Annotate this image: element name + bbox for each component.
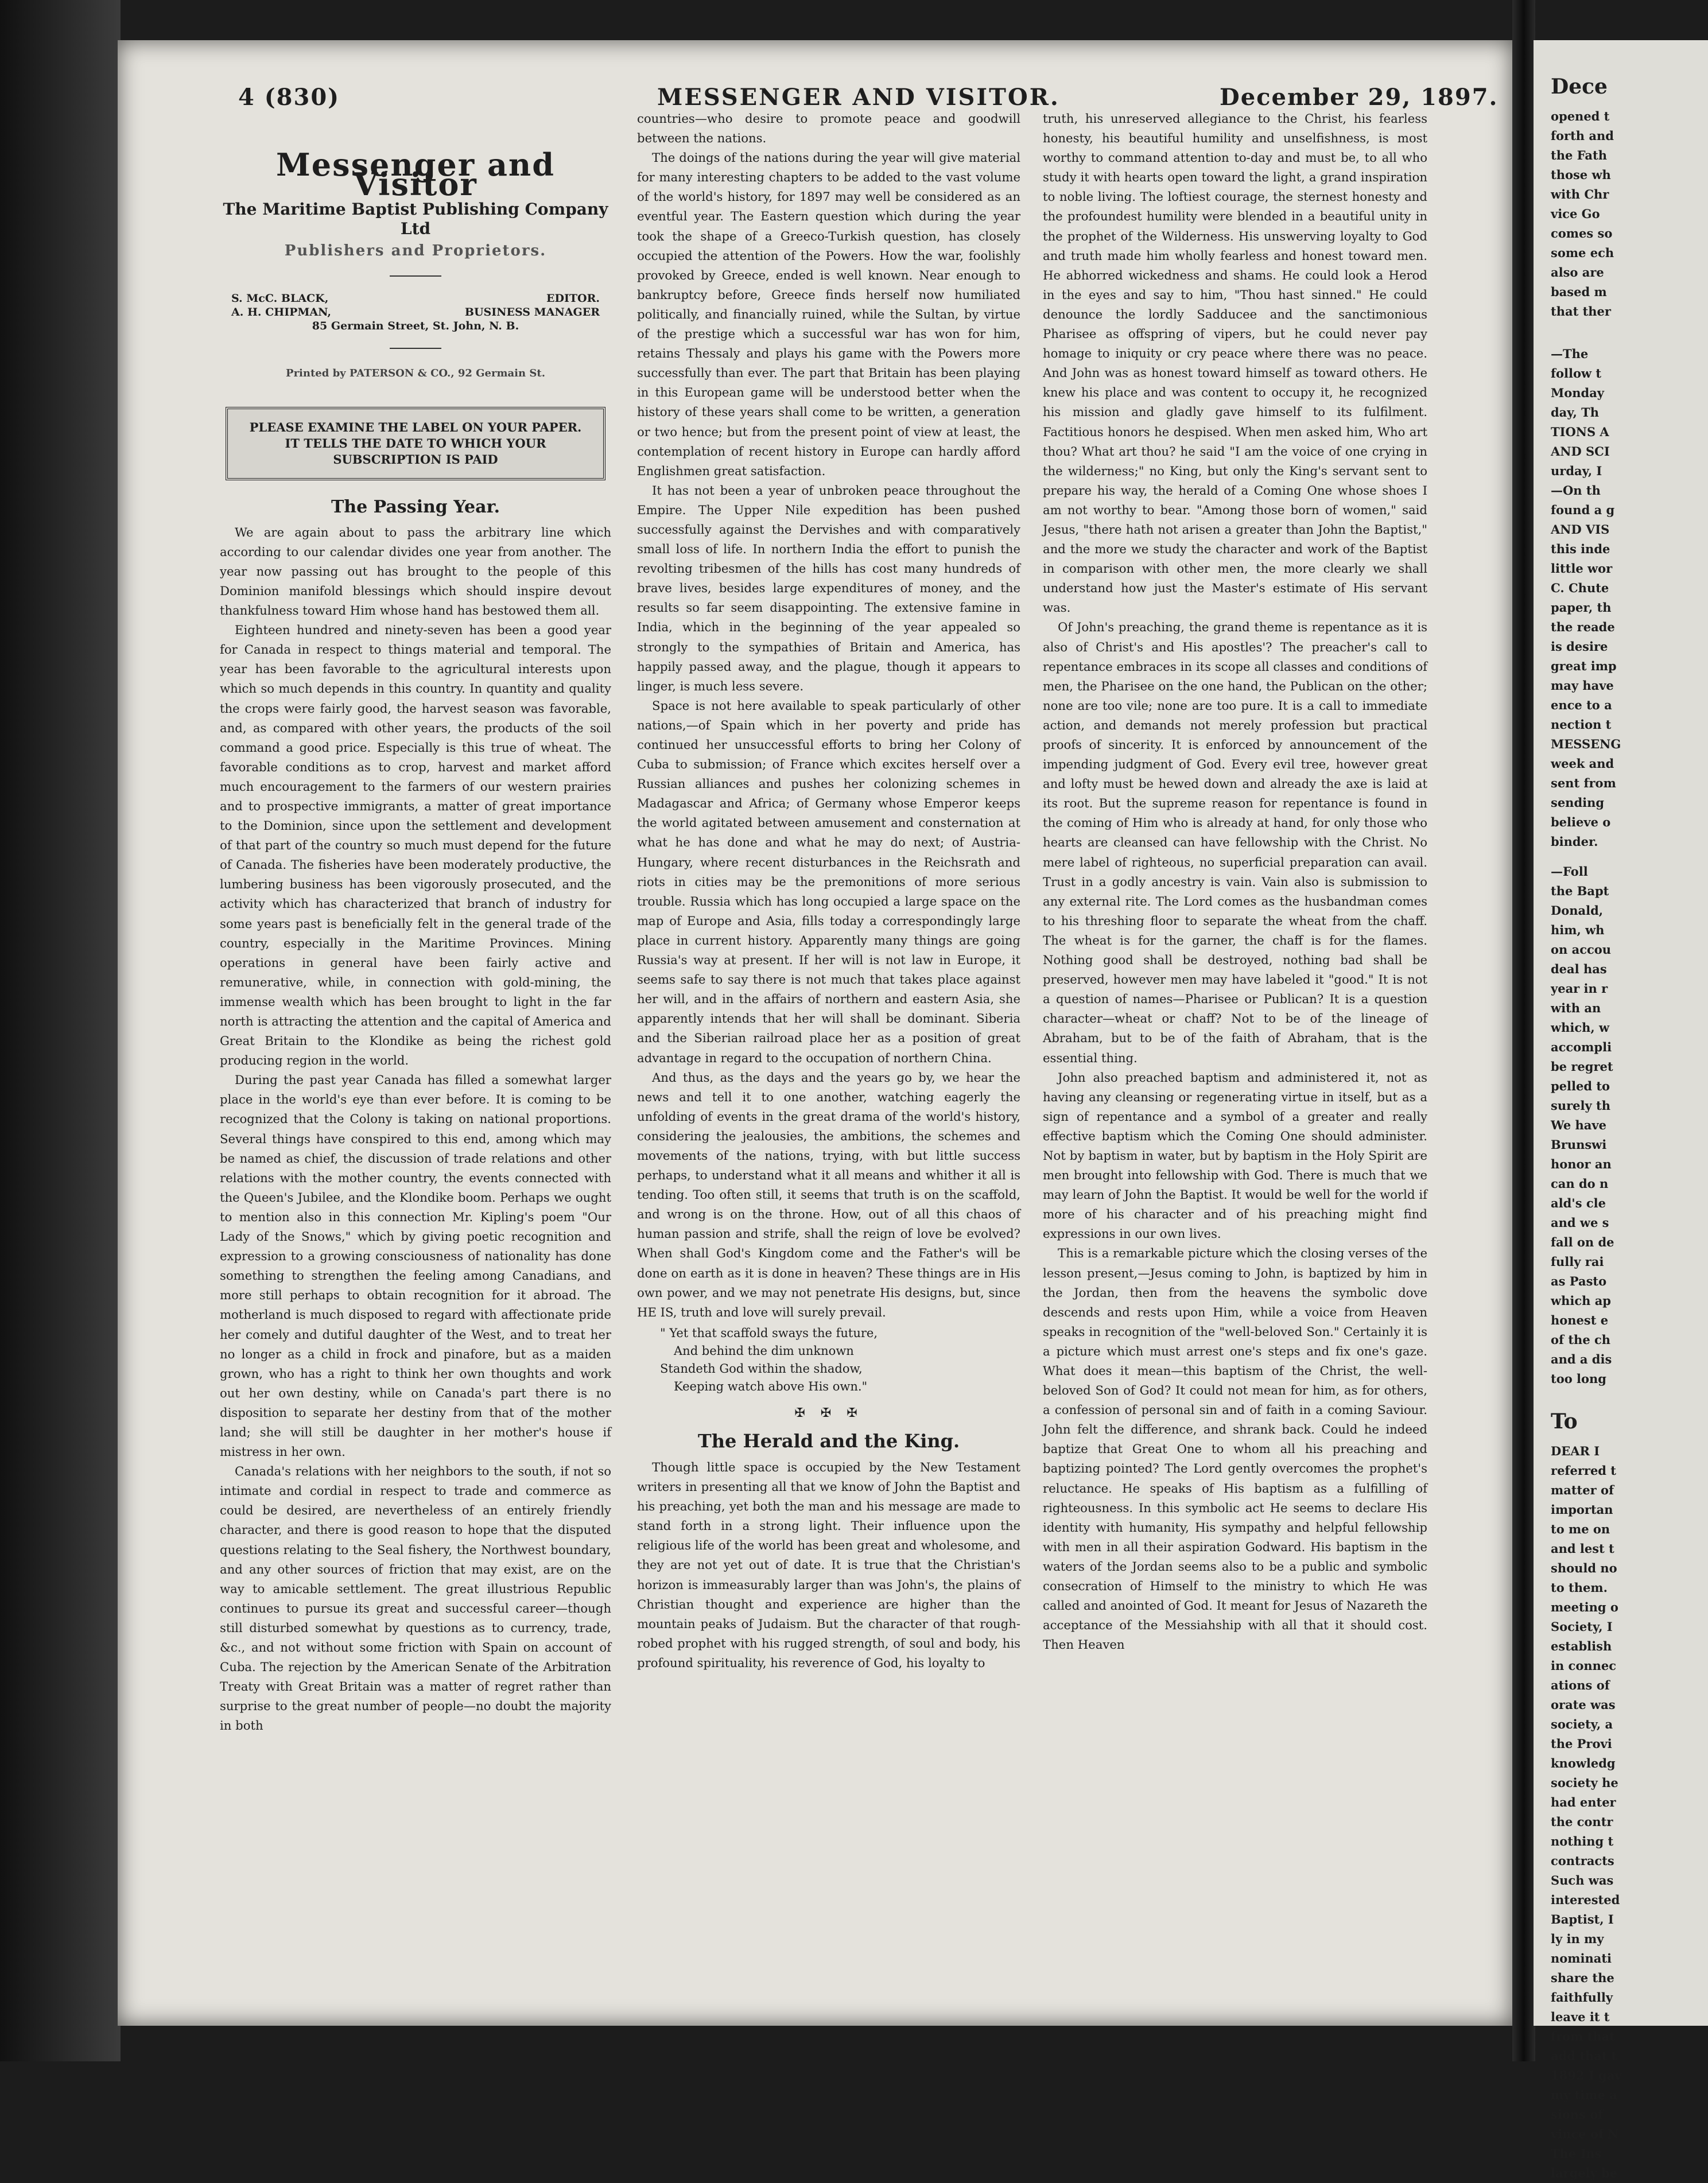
manager-role: BUSINESS MANAGER [464,306,600,319]
fragment-line: great imp [1551,659,1617,673]
manager-name: A. H. CHIPMAN, [231,306,331,319]
running-header [118,61,1512,111]
page-gutter [1512,0,1535,2061]
column-3 [1043,109,1427,1654]
fragment-line: also are [1551,265,1604,279]
fragment-line: meeting o [1551,1600,1618,1614]
fragment-line: deal has [1551,962,1607,976]
fragment-line: as Pasto [1551,1274,1607,1288]
poem-line: And behind the dim unknown [674,1343,854,1358]
fragment-block-a [1534,107,1708,321]
fragment-line: ations of [1551,1678,1610,1692]
issue-date: December 29, 1897. [1220,84,1499,111]
office-address: 85 Germain Street, St. John, N. B. [312,320,519,333]
article-paragraph: truth, his unreserved allegiance to the Christ, his fearless honesty, his beautiful humility and unselfishness, is most worthy to command attention to-day and must be, to all who study it with hearts open toward the light, a grand inspiration to noble living. The loftiest courage, the sternest honesty and the profoundest humility were blended in a beautiful unity in the prophet of the Wilderness. His unswerving loyalty to God and truth made him wholly fearless and honest toward men. He abhorred wickedness and shams. He could look a Herod in the eyes and say to him, "Thou hast sinned." He could denounce the lordly Sadducee and the sanctimonious Pharisee as offspring of vipers, but he could never pay homage to iniquity or cry peace where there was no peace. And John was as honest toward himself as toward others. He knew his place and was content to occupy it, he recognized his mission and gladly gave himself to its fulfilment. Factitious honors he despised. When men asked him, Who art thou? What art thou? he said "I am the voice of one crying in the wilderness;" no King, but only the King's servant sent to prepare his way, the herald of a Coming One whose shoes I am not worthy to bear. "Among those born of women," said Jesus, "there hath not arisen a greater than John the Baptist," and the more we study the character and work of the Baptist in comparison with other men, the more clearly we shall understand how just the Master's estimate of His servant was. [1043,111,1427,615]
poem-quotation [637,1324,1020,1396]
fragment-line: vince of N [1551,2127,1619,2141]
fragment-line: accompli [1551,1040,1612,1054]
fragment-line: follow t [1551,366,1602,380]
fragment-line: Baptist, I [1551,1912,1614,1926]
fragment-line: The Ins [1551,2146,1602,2161]
fragment-line: ly in my [1551,1932,1604,1946]
fragment-block-c [1534,862,1708,1389]
fragment-line: and we s [1551,1215,1609,1230]
fragment-line: can do n [1551,1176,1609,1191]
article-paragraph: John also preached baptism and administered it, not as having any cleansing or regenerating virtue in itself, but as a sign of repentance and a symbol of a greater and really effective baptism which the Coming One should administer. Not by baptism in water, but by baptism in the Holy Spirit are men brought into fellowship with God. There is much that we may learn of John the Baptist. It would be well for the world if more of his character and of his preaching might find expressions in our own lives. [1043,1070,1427,1241]
fragment-line: opened t [1551,109,1610,123]
fragment-line: leave it t [1551,2010,1610,2024]
article-paragraph: countries—who desire to promote peace and goodwill between the nations. [637,111,1020,146]
fragment-line: sions of [1551,2107,1604,2122]
fragment-line: with Chr [1551,187,1609,201]
article-paragraph: Eighteen hundred and ninety-seven has been a good year for Canada in respect to things material and temporal. The year has been favorable to the agricultural interests upon which so much depends in this country. In quantity and quality the crops were fairly good, the harvest season was favorable, and, as compared with other years, the products of the soil command a good price. Especially is this true of wheat. The favorable conditions as to crop, harvest and market afford much encouragement to the farmers of our western prairies and to prospective immigrants, a matter of great importance to the Dominion, since upon the settlement and development of that part of the country so much must depend for the future of Canada. The fisheries have been moderately productive, the lumbering business has been vigorously prosecuted, and the activity which has characterized that branch of industry for some years past is beneficially felt in the general trade of the country, especially in the Maritime Provinces. Mining operations in general have been fairly active and remunerative, while, in connection with gold-mining, the immense wealth which has been brought to light in the far north is attracting the attention and the capital of America and Great Britain to the Klondike as being the richest gold producing region in the world. [220,623,611,1068]
fragment-line: faithfully [1551,1990,1613,2005]
fragment-line: nection t [1551,717,1612,732]
article-paragraph: And thus, as the days and the years go by, we hear the news and tell it to one another, watching eagerly the unfolding of events in the great drama of the world's history, considering the jealousies, the ambitions, the schemes and movements of the nations, trying, with but little success perhaps, to understand what it all means and whither it all is tending. Too often still, it seems that truth is on the scaffold, and wrong is on the throne. How, out of all this chaos of human passion and strife, shall the reign of love be evolved? When shall God's Kingdom come and the Father's will be done on earth as it is done in heaven? These things are in His own power, and we may not penetrate His designs, but, since HE IS, truth and love will surely prevail. [637,1070,1020,1319]
fragment-line: that ther [1551,304,1611,318]
fragment-line: this inde [1551,542,1610,556]
article-paragraph: It has not been a year of unbroken peace throughout the Empire. The Upper Nile expedition has been pushed successfully against the Dervishes and with comparatively small loss of life. In northern India the effort to punish the revolting tribesmen of the hills has cost many hundreds of brave lives, besides large expenditures of money, and the results so far seem disappointing. The extensive famine in India, which in the beginning of the year appealed so strongly to the sympathies of Britain and America, has happily passed away, and the plague, though it appears to linger, is much less severe. [637,483,1020,693]
poem-line: " Yet that scaffold sways the future, [660,1326,878,1340]
newspaper-page [118,40,1512,2026]
column-1 [220,138,611,1735]
fragment-line: the Bapt [1551,884,1609,898]
article-paragraph: Though little space is occupied by the New Testament writers in presenting all that we know of John the Baptist and his preaching, yet both the man and his message are made to stand forth in a strong light. Their influence upon the religious life of the world has been great and wholesome, and they are not yet out of date. It is true that the Christian's horizon is immeasurably larger than was John's, the plains of Christian thought and experience are higher than the mountain peaks of Judaism. But the character of that rough-robed prophet with his rugged strength, of soul and body, his profound spirituality, his reverence of God, his loyalty to [637,1460,1020,1670]
fragment-line: We have [1551,1118,1606,1132]
fragment-line: pelled to [1551,1079,1610,1093]
editor-role: EDITOR. [546,292,600,305]
fragment-line: orate was [1551,1698,1616,1712]
fragment-line: which ap [1551,1294,1611,1308]
divider [390,348,441,349]
fragment-line: honest e [1551,1313,1609,1327]
article-paragraph: The doings of the nations during the year will give material for many interesting chapters to be added to the vast volume of the world's history, for 1897 may well be considered as an eventful year. The Eastern question which during the year took the shape of a Greeco-Turkish question, has closely occupied the attention of the Powers. How the war, foolishly provoked by Greece, ended is well known. Near enough to bankruptcy before, Greece finds herself now humiliated politically, and financially ruined, while the Sultan, by virtue of the prestige which a successful war has won for him, retains Thessaly and plays his game with the Powers more successfully than ever. The part that Britain has been playing in this European game will be understood better when the history of these years shall come to be written, a generation or two hence; but from the present point of view at least, the contemplation of recent history in Europe can hardly afford Englishmen great satisfaction. [637,150,1020,478]
fragment-line: Brunswi [1551,1137,1607,1152]
fragment-line: society he [1551,1776,1618,1790]
article-paragraph: Space is not here available to speak particularly of other nations,—of Spain which in her poverty and pride has continued her unsuccessful efforts to bring her Colony of Cuba to submission; of France which excites herself over a Russian alliances and pushes her colonizing schemes in Madagascar and Africa; of Germany whose Emperor keeps the world agitated between amusement and consternation at what he has done and what he may do next; of Austria-Hungary, where recent disturbances in the Reichsrath and riots in cities may be the premonitions of more serious trouble. Russia which has long occupied a large space on the map of Europe and Asia, fills today a correspondingly large place in current history. Apparently many things are going Russia's way at present. If her will is not law in Europe, it seems safe to say there is not much that takes place against her will, and in the affairs of northern and eastern Asia, she apparently intends that her will shall be dominant. Siberia and the Siberian railroad place her as a position of great advantage in regard to the occupation of northern China. [637,698,1020,1065]
fragment-line: nominati [1551,1951,1612,1966]
fragment-line: be regret [1551,1059,1613,1074]
facing-page-fragment [1534,40,1708,2180]
article-paragraph: We are again about to pass the arbitrary line which according to our calendar divides one year from another. The year now passing out has brought to the people of this Dominion manifold blessings which should inspire devout thankfulness toward Him whose hand has bestowed them all. [220,525,611,618]
poem-line: Keeping watch above His own." [674,1379,868,1393]
fragment-line: establish [1551,1639,1612,1653]
fragment-line: him, wh [1551,923,1605,937]
fragment-line: vice Go [1551,207,1600,221]
printer-line: Printed by PATERSON & CO., 92 Germain St. [286,367,545,380]
fragment-line: interested [1551,1893,1620,1907]
fragment-line: which, w [1551,1020,1610,1035]
fragment-line: the Provi [1551,1737,1612,1751]
fragment-line: Society, I [1551,1619,1613,1634]
fragment-line: and lest t [1551,1541,1614,1556]
fragment-line: day, Th [1551,405,1599,419]
fragment-line: Monday [1551,386,1605,400]
fragment-line: Such was [1551,1873,1614,1887]
fragment-line: knowledg [1551,1756,1616,1770]
fragment-line: the Fath [1551,148,1607,162]
fragment-line: with an [1551,1001,1601,1015]
fragment-line: based m [1551,285,1607,299]
fragment-line: ence to a [1551,698,1612,712]
fragment-line: to them. [1551,1580,1608,1595]
fragment-line: share the [1551,1971,1614,1985]
fragment-line: the contr [1551,1815,1613,1829]
fragment-line: AND VIS [1551,522,1610,537]
fragment-line: —Foll [1551,864,1588,879]
fragment-line: TIONS A [1551,425,1609,439]
fragment-line: society, a [1551,1717,1613,1731]
paper-name: MESSENGER AND VISITOR. [657,84,1060,111]
fragment-line: contracts [1551,1854,1614,1868]
editor-name: S. McC. BLACK, [231,292,329,305]
poem-line: Standeth God within the shadow, [660,1361,863,1376]
fragment-line: on accou [1551,942,1612,957]
fragment-line: binder. [1551,834,1598,849]
article-paragraph: During the past year Canada has filled a somewhat larger place in the world's eye than ever before. It is coming to be recognized that the Colony is taking on national proportions. Several things have conspired to this end, among which may be named as chief, the discussion of trade relations and other relations with the mother country, the events connected with the Queen's Jubilee, and the Klondike boom. Perhaps we ought to mention also in this connection Mr. Kipling's poem "Our Lady of the Snows," which by giving poetic recognition and expression to a growing consciousness of nationality has done something to strengthen the feeling among Canadians, and more still perhaps to obtain recognition for it abroad. The motherland is much disposed to regard with affectionate pride her comely and dutiful daughter of the West, and to treat her no longer as a child in frock and pinafore, but as a maiden grown, who has a right to think her own thoughts and work out her own destiny, while on Canada's part there is no disposition to separate her destiny from that of the mother land; she will still be daughter in her mother's house if mistress in her own. [220,1073,611,1459]
fragment-line: sent from [1551,776,1616,790]
masthead-publishers: Publishers and Proprietors. [284,242,547,260]
article-heading: The Passing Year. [331,496,500,517]
fragment-line: sending [1551,795,1605,810]
masthead-company: The Maritime Baptist Publishing Company Ltd [223,200,608,239]
fragment-line: —The [1551,347,1589,361]
fragment-line: may have [1551,678,1614,693]
article-paragraph: This is a remarkable picture which the closing verses of the lesson present,—Jesus coming to John, is baptized by him in the Jordan, then from the heavens the symbolic dove descends and rests upon Him, while a voice from Heaven speaks in recognition of the "well-beloved Son." Certainly it is a picture which must arrest one's steps and fix one's gaze. What does it mean—this baptism of the Christ, the well-beloved Son of God? It could not mean for him, as for others, a confession of personal sin and of faith in a coming Saviour. John felt the difference, and shrank back. Could he indeed baptize that Great One to whom all his preaching and baptizing pointed? The Lord gently overcomes the prophet's reluctance. He speaks of His baptism as a fulfilling of righteousness. In this symbolic act He seems to declare His identity with humanity, His sympathy and helpful fellowship with men in all their aspiration Godward. His baptism in the waters of the Jordan seems also to be a public and symbolic consecration of Himself to the ministry to which He was called and anointed of God. It meant for Jesus of Nazareth the acceptance of the Messiahship with all that it should cost. Then Heaven [1043,1246,1427,1652]
divider [390,275,441,277]
section-ornament: ✠ ✠ ✠ [794,1405,863,1420]
fragment-line: AND SCI [1551,444,1610,459]
fragment-line: surely th [1551,1098,1610,1113]
fragment-line: 1892 I gav [1551,2068,1622,2083]
masthead-title: Messenger and Visitor [276,146,555,203]
fragment-line: and a dis [1551,1352,1612,1366]
fragment-line: fully rai [1551,1254,1604,1269]
fragment-line: my time a [1551,2088,1617,2102]
fragment-line: paper, th [1551,600,1612,615]
fragment-line: from that [1551,2029,1615,2044]
fragment-line: urday, I [1551,464,1602,478]
fragment-block-b [1534,344,1708,852]
fragment-line: DEAR I [1551,1444,1600,1458]
fragment-line: importan [1551,1502,1613,1517]
staff-row-editor [231,292,600,305]
fragment-line: is desire [1551,639,1608,654]
fragment-line: largely be [1551,2166,1618,2180]
fragment-block-d [1534,1442,1708,2183]
fragment-line: —On th [1551,483,1601,498]
article-paragraph: Canada's relations with her neighbors to the south, if not so intimate and cordial in respect to trade and commerce as could be desired, are nevertheless of an entirely friendly character, and there is good reason to hope that the disputed questions relating to the Seal fishery, the Northwest boundary, and any other sources of friction that may exist, are on the way to amicable settlement. The great illustrious Republic continues to pursue its great and successful career—though still disturbed somewhat by questions as to currency, trade, &c., and not without some friction with Spain on account of Cuba. The rejection by the American Senate of the Arbitration Treaty with Great Britain was a matter of regret rather than surprise to the great number of people—no doubt the majority in both [220,1464,611,1733]
fragment-line: Donald, [1551,903,1604,918]
fragment-line: fall on de [1551,1235,1614,1249]
fragment-line: too long [1551,1372,1606,1386]
fragment-line: MESSENG [1551,737,1621,751]
fragment-line: add that t [1551,2049,1617,2063]
fragment-line: little wor [1551,561,1613,576]
fragment-line: found a g [1551,503,1615,517]
article-paragraph: Of John's preaching, the grand theme is repentance as it is also of Christ's and His apostles'? The preacher's call to repentance embraces in its scope all classes and conditions of men, the Pharisee on the one hand, the Publican on the other; none are too vile; none are too pure. It is a call to immediate action, and demands not merely profession but practical proofs of sincerity. It is enforced by announcement of the impending judgment of God. Every evil tree, however great and lofty must be hewed down and already the axe is laid at its root. But the supreme reason for repentance is found in the coming of Him who is already at hand, for only those who hearts are cleansed can have fellowship with the Christ. No mere label of righteous, no superficial preparation can avail. Trust in a godly ancestry is vain. Vain also is submission to any external rite. The Lord comes as the husbandman comes to his threshing floor to separate the wheat from the chaff. The wheat is for the garner, the chaff is for the flames. Nothing good shall be destroyed, nothing bad shall be preserved, however men may have labeled it "good." It is not a question of names—Pharisee or Publican? It is a question character—wheat or chaff? Not to be of the lineage of Abraham, but to be of the faith of Abraham, that is the essential thing. [1043,620,1427,1065]
fragment-line: forth and [1551,129,1614,143]
fragment-line: believe o [1551,815,1611,829]
fragment-line: to me on [1551,1522,1610,1536]
fragment-line: some ech [1551,246,1614,260]
fragment-line: honor an [1551,1157,1612,1171]
fragment-line: should no [1551,1561,1617,1575]
staff-list [220,292,611,333]
scan-border-left [0,0,121,2061]
fragment-line: C. Chute [1551,581,1609,595]
subscription-notice-box: PLEASE EXAMINE THE LABEL ON YOUR PAPER. IT TELLS THE DATE TO WHICH YOUR SUBSCRIPTION IS PAID [226,407,605,480]
fragment-line: of the ch [1551,1333,1611,1347]
fragment-line: those wh [1551,168,1611,182]
fragment-line: in connec [1551,1658,1617,1673]
column-2 [637,109,1020,1673]
fragment-heading: To [1551,1409,1578,1434]
fragment-line: matter of [1551,1483,1614,1497]
fragment-line: comes so [1551,226,1613,240]
facing-page-header: Dece [1551,75,1608,99]
fragment-line: year in r [1551,981,1608,996]
fragment-line: had enter [1551,1795,1616,1809]
staff-row-manager [231,305,600,319]
fragment-line: referred t [1551,1463,1617,1478]
fragment-line: nothing t [1551,1834,1614,1848]
article-heading: The Herald and the King. [697,1430,960,1452]
fragment-line: ald's cle [1551,1196,1606,1210]
fragment-line: the reade [1551,620,1615,634]
fragment-line: week and [1551,756,1614,771]
page-number: 4 (830) [238,84,340,111]
